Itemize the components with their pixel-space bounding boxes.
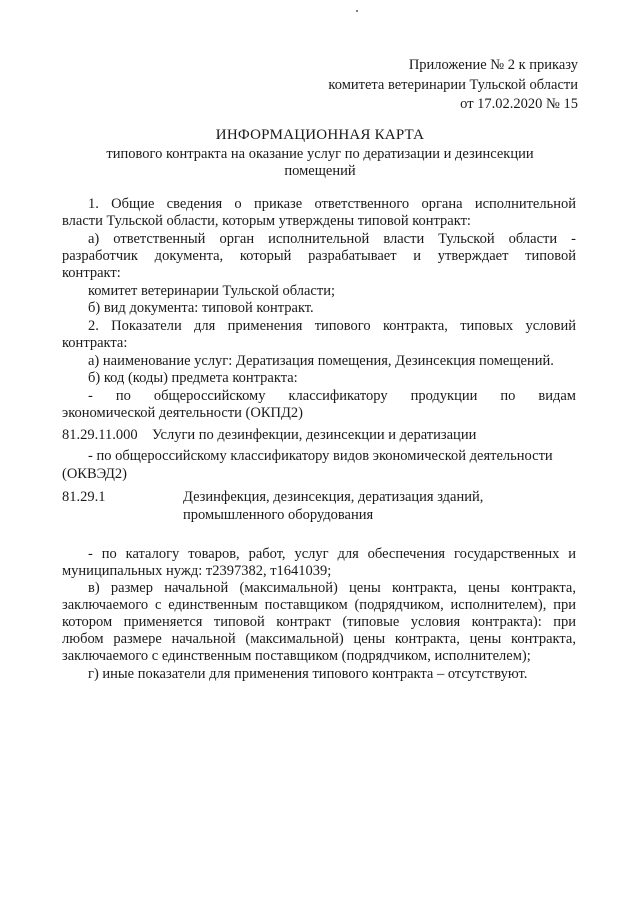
catalog-line2: муниципальных нужд: т2397382, т1641039; (62, 563, 332, 579)
section1-item-a-line3: контракт: (62, 265, 121, 281)
okved-description-line1: Дезинфекция, дезинсекция, дератизация зданий, (183, 489, 484, 505)
okved-code: 81.29.1 (62, 489, 106, 505)
section2-item-v-line1: в) размер начальной (максимальной) цены контракта, цены контракта, (88, 580, 576, 596)
section2-item-a: а) наименование услуг: Дератизация помещения, Дезинсекция помещений. (88, 353, 554, 369)
document-title: ИНФОРМАЦИОННАЯ КАРТА (215, 127, 425, 143)
document-subtitle-line2: помещений (284, 163, 356, 179)
section2-item-v-line3: котором применяется типовой контракт (типовые условия контракта): при (62, 614, 576, 630)
okved-description-line2: промышленного оборудования (183, 507, 374, 523)
okpd-intro-line1: - по общероссийскому классификатору продукции по видам (88, 388, 576, 404)
catalog-line1: - по каталогу товаров, работ, услуг для обеспечения государственных и (88, 546, 576, 562)
section1-heading-line1: 1. Общие сведения о приказе ответственного органа исполнительной (88, 196, 576, 212)
section1-item-a-line1: а) ответственный орган исполнительной власти Тульской области - (88, 231, 576, 247)
okpd-code: 81.29.11.000 (62, 427, 138, 443)
section2-item-g: г) иные показатели для применения типового контракта – отсутствуют. (88, 666, 528, 682)
section1-item-b: б) вид документа: типовой контракт. (88, 300, 314, 316)
okved-intro-line2: (ОКВЭД2) (62, 466, 127, 482)
scan-speck (356, 10, 358, 12)
document-subtitle-line1: типового контракта на оказание услуг по дератизации и дезинсекции (106, 146, 534, 162)
section2-item-b: б) код (коды) предмета контракта: (88, 370, 298, 386)
section2-item-v-line5: заключаемого с единственным поставщиком (подрядчиком, исполнителем); (62, 648, 531, 664)
header-appendix-line: Приложение № 2 к приказу (408, 57, 578, 73)
section2-item-v-line2: заключаемого с единственным поставщиком (подрядчиком, исполнителем), при (62, 597, 576, 613)
section2-heading-line2: контракта: (62, 335, 128, 351)
section1-heading-line2: власти Тульской области, которым утверждены типовой контракт: (62, 213, 471, 229)
okpd-description: Услуги по дезинфекции, дезинсекции и дератизации (152, 427, 477, 443)
section2-heading-line1: 2. Показатели для применения типового контракта, типовых условий (88, 318, 576, 334)
okved-intro-line1: - по общероссийскому классификатору видов экономической деятельности (88, 448, 553, 464)
header-date-line: от 17.02.2020 № 15 (460, 96, 578, 112)
section1-item-a-line2: разработчик документа, который разрабатывает и утверждает типовой (62, 248, 576, 264)
section1-responsible-organ: комитет ветеринарии Тульской области; (88, 283, 335, 299)
header-committee-line: комитета ветеринарии Тульской области (328, 77, 578, 93)
section2-item-v-line4: любом размере начальной (максимальной) цены контракта, цены контракта, (62, 631, 576, 647)
okpd-intro-line2: экономической деятельности (ОКПД2) (62, 405, 303, 421)
